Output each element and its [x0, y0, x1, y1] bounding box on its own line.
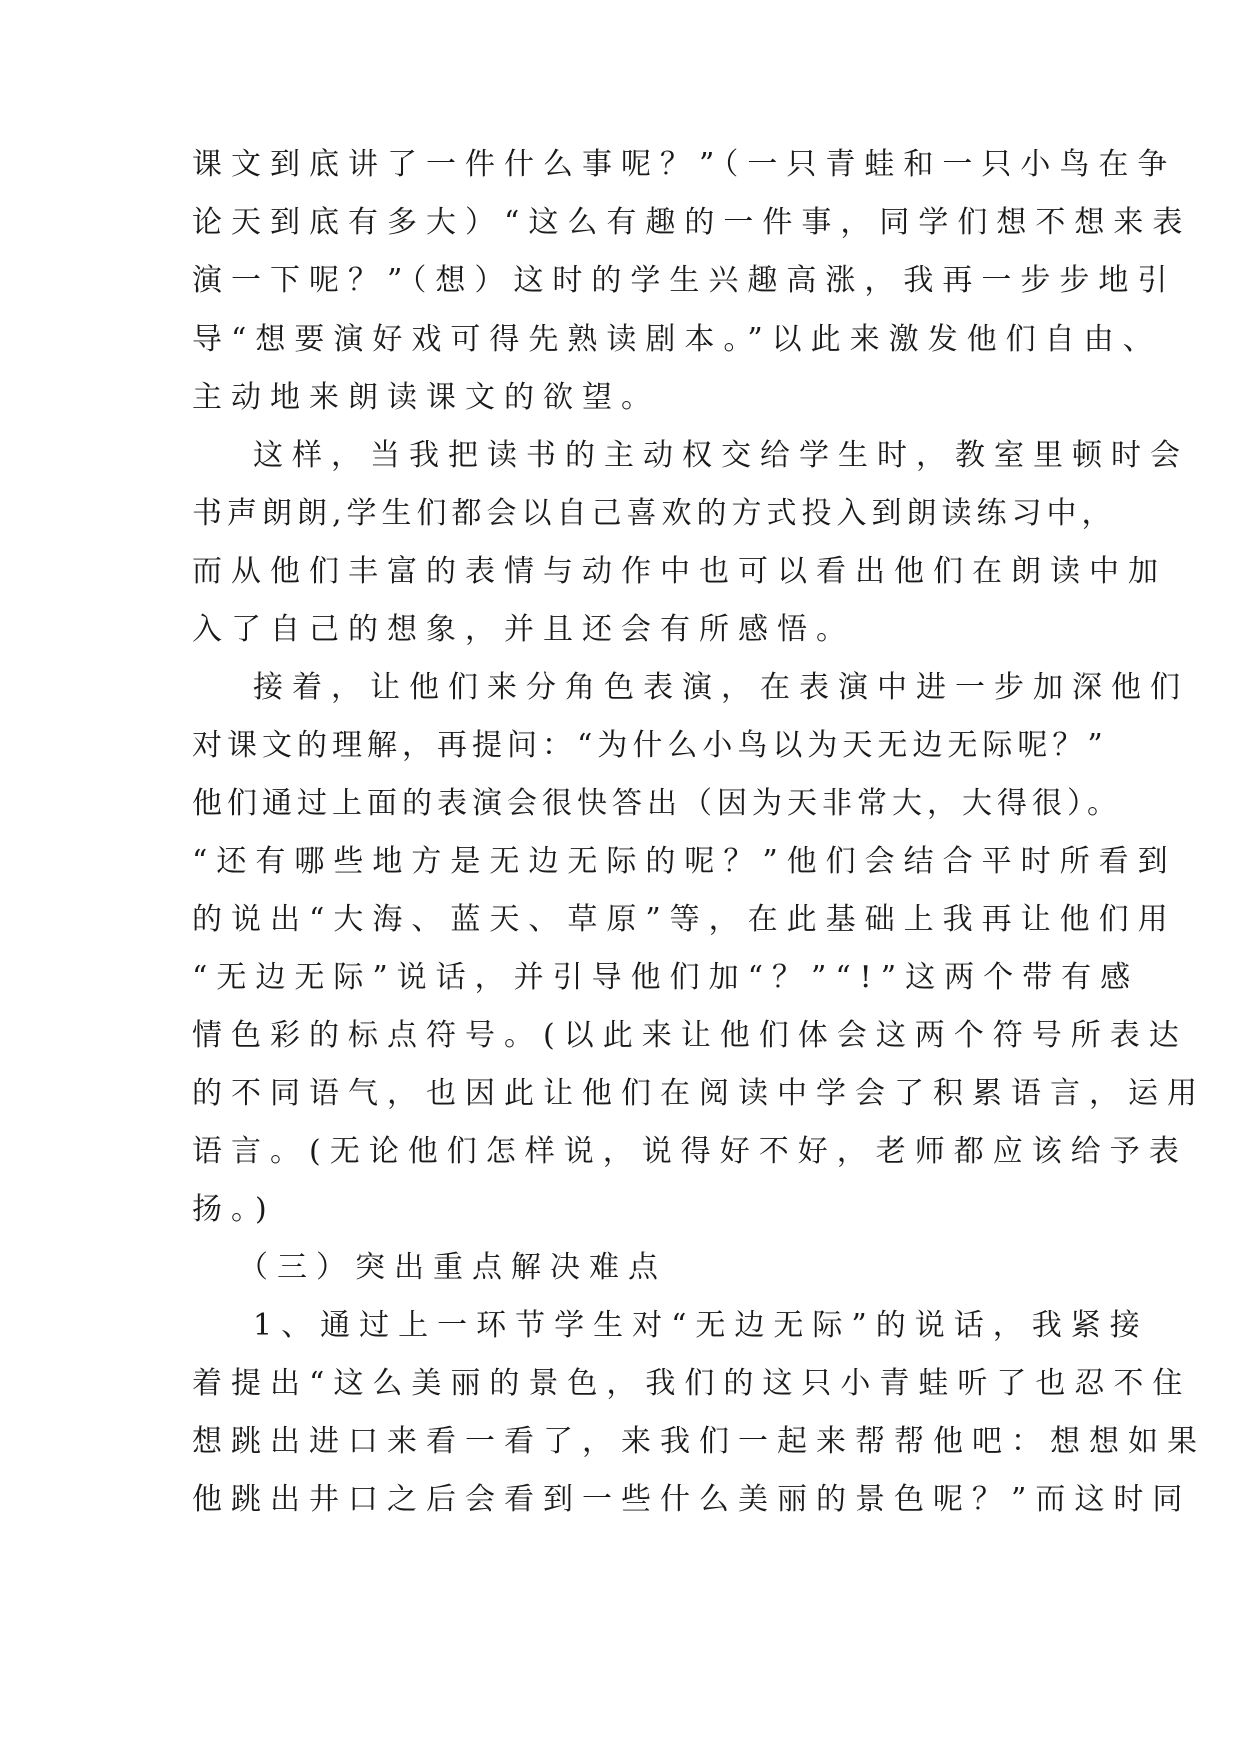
text-line: 的不同语气，也因此让他们在阅读中学会了积累语言，运用 — [192, 1076, 1206, 1111]
text-line: “还有哪些地方是无边无际的呢？”他们会结合平时所看到 — [192, 844, 1177, 879]
text-line: 他跳出井口之后会看到一些什么美丽的景色呢？”而这时同 — [192, 1482, 1192, 1517]
text-line: 演一下呢？”（想）这时的学生兴趣高涨，我再一步步地引 — [192, 263, 1177, 298]
text-line: 书声朗朗,学生们都会以自己喜欢的方式投入到朗读练习中， — [192, 496, 1117, 531]
section-heading: （三）突出重点解决难点 — [238, 1250, 667, 1285]
text-line: 着提出“这么美丽的景色，我们的这只小青蛙听了也忍不住 — [192, 1366, 1192, 1401]
paragraph-start-line: 这样，当我把读书的主动权交给学生时，教室里顿时会 — [253, 438, 1189, 473]
text-line: 论天到底有多大）“这么有趣的一件事，同学们想不想来表 — [192, 205, 1192, 240]
text-line: 扬。) — [192, 1192, 276, 1227]
text-line: 他们通过上面的表演会很快答出（因为天非常大，大得很）。 — [192, 786, 1122, 821]
text-line: 语言。(无论他们怎样说，说得好不好，老师都应该给予表 — [192, 1134, 1188, 1169]
paragraph-start-line: 接着，让他们来分角色表演，在表演中进一步加深他们 — [253, 670, 1189, 705]
text-line: “无边无际”说话，并引导他们加“？”“!”这两个带有感 — [192, 960, 1140, 995]
text-line: 导“想要演好戏可得先熟读剧本。”以此来激发他们自由、 — [192, 322, 1162, 357]
text-line: 对课文的理解，再提问：“为什么小鸟以为天无边无际呢？” — [192, 728, 1108, 763]
text-line: 情色彩的标点符号。(以此来让他们体会这两个符号所表达 — [192, 1018, 1188, 1053]
text-line: 主动地来朗读课文的欲望。 — [192, 380, 660, 415]
paragraph-start-line: 1、通过上一环节学生对“无边无际”的说话，我紧接 — [253, 1308, 1149, 1343]
text-line: 课文到底讲了一件什么事呢？”（一只青蛙和一只小鸟在争 — [192, 147, 1177, 182]
text-line: 入了自己的想象，并且还会有所感悟。 — [192, 612, 855, 647]
text-line: 而从他们丰富的表情与动作中也可以看出他们在朗读中加 — [192, 554, 1167, 589]
text-line: 想跳出进口来看一看了，来我们一起来帮帮他吧：想想如果 — [192, 1424, 1206, 1459]
text-line: 的说出“大海、蓝天、草原”等，在此基础上我再让他们用 — [192, 902, 1177, 937]
